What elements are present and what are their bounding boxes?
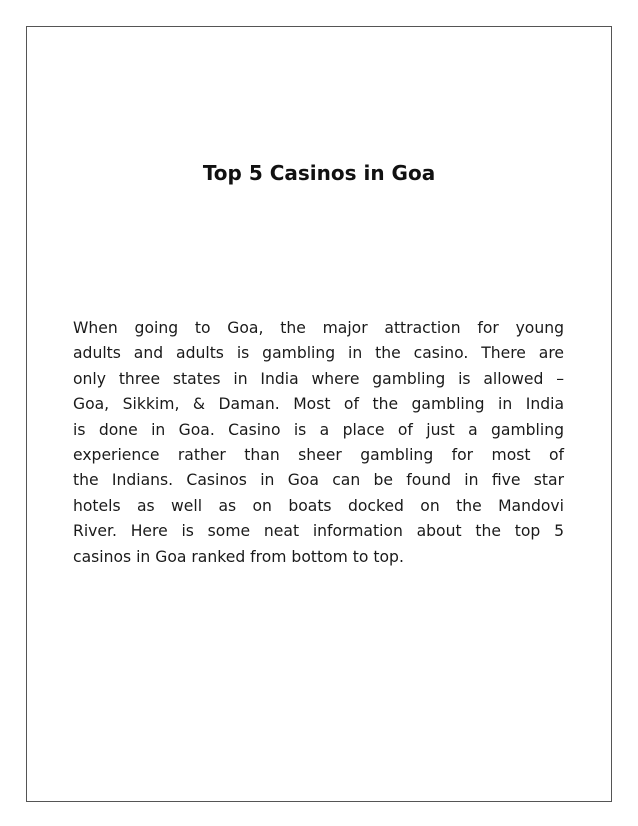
paragraph-line: is done in Goa. Casino is a place of just a gambling [73, 420, 564, 439]
paragraph-line: Goa, Sikkim, & Daman. Most of the gambling in India [73, 395, 564, 414]
body-paragraph [73, 316, 564, 570]
paragraph-line: only three states in India where gambling is allowed – [73, 369, 564, 388]
paragraph-line: experience rather than sheer gambling for most of [73, 446, 564, 465]
paragraph-line: casinos in Goa ranked from bottom to top. [73, 547, 404, 566]
paragraph-line: When going to Goa, the major attraction for young [73, 319, 564, 337]
paragraph-line: River. Here is some neat information about the top 5 [73, 522, 564, 541]
paragraph-line: hotels as well as on boats docked on the Mandovi [73, 496, 564, 515]
document-title: Top 5 Casinos in Goa [202, 161, 436, 185]
paragraph-line: the Indians. Casinos in Goa can be found in five star [73, 471, 564, 490]
paragraph-line: adults and adults is gambling in the casino. There are [73, 344, 564, 363]
